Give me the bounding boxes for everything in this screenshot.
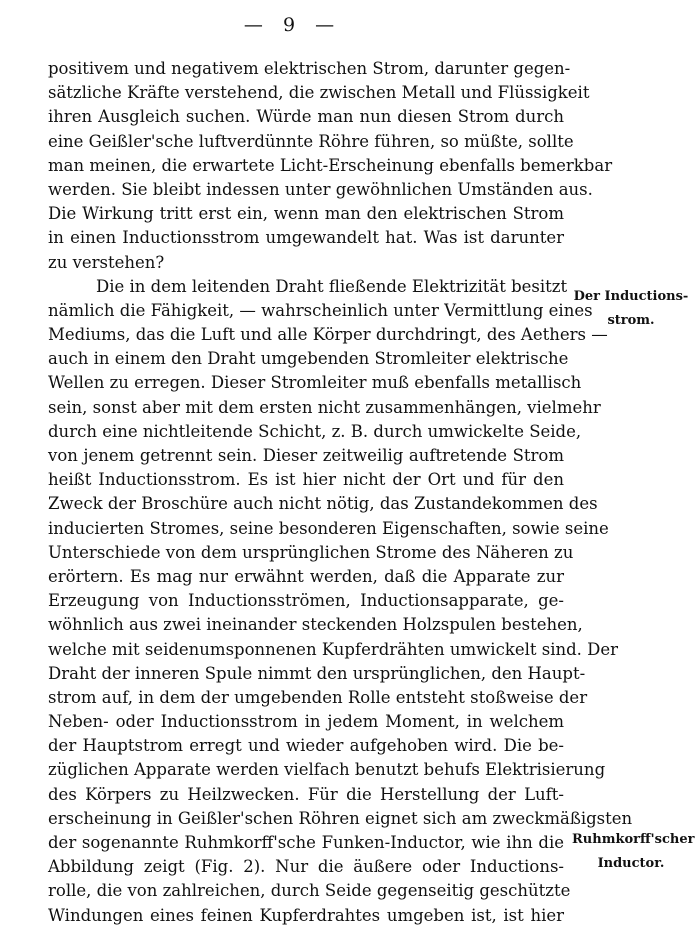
text-line: heißt Inductionsstrom. Es ist hier nicht der Ort und für den — [48, 470, 564, 490]
text-line: in einen Inductionsstrom umgewandelt hat. Was ist darunter — [48, 228, 564, 248]
text-line: eine Geißler'sche luftverdünnte Röhre führen, so müßte, sollte — [48, 131, 574, 151]
margin-note-ruhmkorff-inductor — [572, 828, 695, 876]
text-line: Wellen zu erregen. Dieser Stromleiter muß ebenfalls metallisch — [48, 373, 582, 393]
text-line: Erzeugung von Inductionsströmen, Inductionsapparate, ge- — [48, 591, 564, 611]
text-line: sätzliche Kräfte verstehend, die zwischen Metall und Flüssigkeit — [48, 83, 590, 103]
text-line: Draht der inneren Spule nimmt den ursprünglichen, den Haupt- — [48, 663, 586, 683]
margin-note-inductionsstrom — [572, 285, 690, 333]
text-line: ihren Ausgleich suchen. Würde man nun diesen Strom durch — [48, 107, 564, 127]
header-dash-left: — — [243, 14, 265, 36]
text-line: Neben- oder Inductionsstrom in jedem Moment, in welchem — [48, 712, 564, 732]
text-line: welche mit seidenumsponnenen Kupferdrähten umwickelt sind. Der — [48, 639, 619, 659]
margin-note-line: strom. — [607, 313, 655, 328]
text-line: werden. Sie bleibt indessen unter gewöhnlichen Umständen aus. — [48, 179, 593, 199]
text-line: züglichen Apparate werden vielfach benutzt behufs Elektrisierung — [48, 760, 606, 780]
page-header — [0, 14, 580, 36]
page-number: 9 — [282, 14, 298, 36]
margin-note-line: Ruhmkorff'scher — [572, 832, 695, 847]
text-line: wöhnlich aus zwei ineinander steckenden Holzspulen bestehen, — [48, 615, 583, 635]
margin-note-line: Der Inductions- — [573, 289, 689, 304]
text-line: Abbildung zeigt (Fig. 2). Nur die äußere oder Inductions- — [48, 857, 564, 877]
text-line: sein, sonst aber mit dem ersten nicht zusammenhängen, vielmehr — [48, 397, 601, 417]
text-line: positivem und negativem elektrischen Strom, darunter gegen- — [48, 59, 571, 78]
text-line: strom auf, in dem der umgebenden Rolle entsteht stoßweise der — [48, 687, 588, 707]
text-line: der sogenannte Ruhmkorff'sche Funken-Inductor, wie ihn die — [48, 833, 564, 852]
text-line: nämlich die Fähigkeit, — wahrscheinlich unter Vermittlung eines — [48, 300, 593, 320]
text-line: auch in einem den Draht umgebenden Stromleiter elektrische — [48, 349, 569, 369]
text-line: erscheinung in Geißler'schen Röhren eignet sich am zweckmäßigsten — [48, 808, 633, 828]
text-line: man meinen, die erwartete Licht-Erscheinung ebenfalls bemerkbar — [48, 155, 613, 175]
margin-note-line: Inductor. — [597, 856, 665, 871]
text-line: Unterschiede von dem ursprünglichen Strome des Näheren zu — [48, 542, 574, 562]
text-line: Windungen eines feinen Kupferdrahtes umgeben ist, ist hier — [48, 905, 564, 925]
text-line: inducierten Stromes, seine besonderen Eigenschaften, sowie seine — [48, 518, 609, 538]
text-line: zu verstehen? — [48, 252, 165, 272]
text-line: erörtern. Es mag nur erwähnt werden, daß die Apparate zur — [48, 566, 564, 586]
header-dash-right: — — [315, 14, 337, 36]
text-line: des Körpers zu Heilzwecken. Für die Herstellung der Luft- — [48, 784, 564, 804]
text-line: Mediums, das die Luft und alle Körper durchdringt, des Aethers — — [48, 325, 608, 345]
text-line: von jenem getrennt sein. Dieser zeitweilig auftretende Strom — [48, 446, 564, 465]
text-line: Die Wirkung tritt erst ein, wenn man den elektrischen Strom — [48, 204, 564, 224]
text-line: durch eine nichtleitende Schicht, z. B. durch umwickelte Seide, — [48, 421, 582, 441]
body-text — [48, 57, 633, 928]
text-line: der Hauptstrom erregt und wieder aufgehoben wird. Die be- — [48, 736, 564, 756]
text-line: Zweck der Broschüre auch nicht nötig, das Zustandekommen des — [48, 494, 598, 514]
text-line: rolle, die von zahlreichen, durch Seide gegenseitig geschützte — [48, 881, 571, 901]
paragraph-start-line: Die in dem leitenden Draht fließende Elektrizität besitzt — [96, 276, 568, 296]
